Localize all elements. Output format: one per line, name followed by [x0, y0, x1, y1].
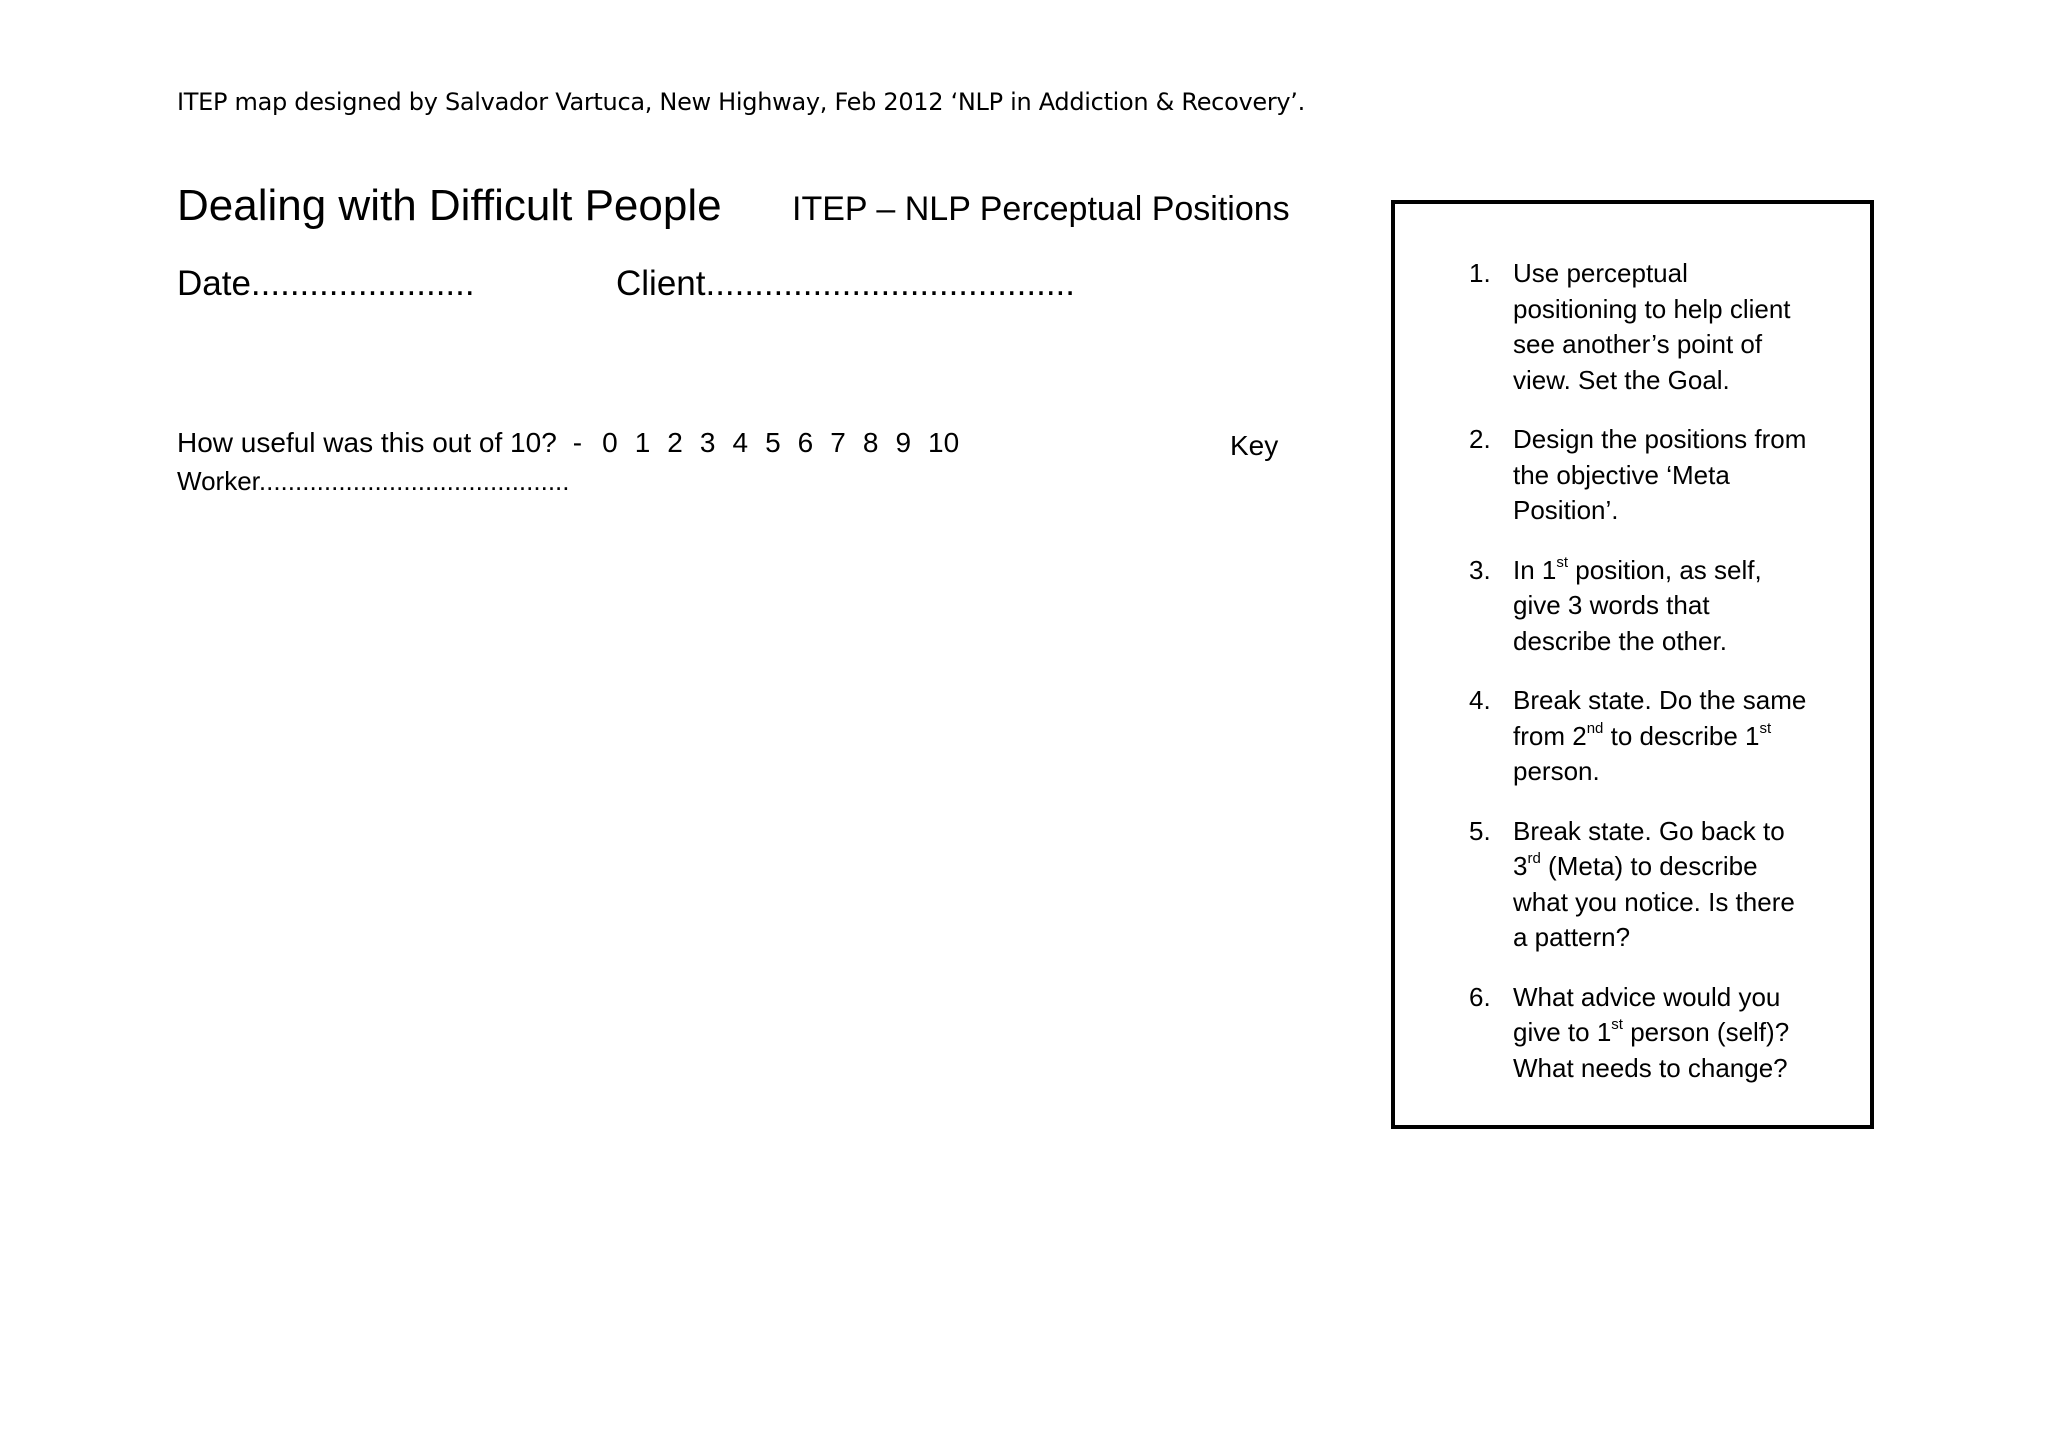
- step-number: 1.: [1469, 258, 1491, 288]
- steps-list: [1469, 256, 1809, 1110]
- step-text-part: Break state. Do the same from 2: [1513, 685, 1807, 751]
- rating-option: 1: [634, 427, 651, 458]
- rating-option: 9: [895, 427, 912, 458]
- rating-option: 2: [667, 427, 683, 458]
- step-text-part: What advice would you give to 1: [1513, 981, 1781, 1047]
- rating-question: How useful was this out of 10?: [177, 427, 557, 458]
- step-number: 3.: [1469, 554, 1491, 585]
- steps-box: [1391, 200, 1874, 1129]
- step-text: [1513, 683, 1809, 790]
- client-field: Client......................................: [616, 264, 1075, 303]
- step-text: [1513, 553, 1809, 660]
- step-text-part: position, as self, give 3 words that describe the other.: [1513, 554, 1762, 656]
- step-text: [1513, 256, 1809, 398]
- step-item: [1469, 683, 1809, 790]
- ordinal-suffix: rd: [1527, 850, 1541, 868]
- step-text-part: Break state. Go back to 3: [1513, 815, 1785, 881]
- rating-option: 3: [699, 427, 716, 458]
- worker-field: Worker...........................................: [177, 466, 570, 496]
- step-text-part: Use perceptual positioning to help client see another’s point of view. Set the Goal.: [1513, 258, 1791, 395]
- ordinal-suffix: st: [1556, 553, 1569, 571]
- date-field: Date.......................: [177, 264, 475, 303]
- step-text-part: (Meta) to describe what you notice. Is there a pattern?: [1513, 851, 1795, 952]
- step-number: 2.: [1469, 424, 1491, 454]
- ordinal-suffix: st: [1611, 1016, 1623, 1034]
- rating-option: 7: [830, 427, 846, 458]
- rating-option: 4: [732, 427, 749, 458]
- step-text-part: to describe 1: [1603, 720, 1760, 751]
- step-text: [1513, 980, 1809, 1087]
- step-text-part: In 1: [1513, 554, 1557, 585]
- rating-dash: -: [572, 427, 583, 458]
- rating-option: 10: [928, 427, 960, 458]
- step-item: [1469, 980, 1809, 1087]
- rating-option: 6: [797, 427, 814, 458]
- step-number: 4.: [1469, 685, 1491, 715]
- step-number: 6.: [1469, 981, 1491, 1012]
- page-title: Dealing with Difficult People: [177, 181, 722, 230]
- step-item: [1469, 553, 1809, 660]
- ordinal-suffix: st: [1759, 719, 1772, 737]
- ordinal-suffix: nd: [1586, 719, 1604, 737]
- credit-line: ITEP map designed by Salvador Vartuca, New Highway, Feb 2012 ‘NLP in Addiction & Recovery’.: [177, 88, 1305, 116]
- step-text-part: person.: [1513, 756, 1600, 786]
- page-subtitle: ITEP – NLP Perceptual Positions: [792, 190, 1290, 228]
- step-item: [1469, 814, 1809, 956]
- step-text-part: person (self)? What needs to change?: [1513, 1017, 1790, 1083]
- step-number: 5.: [1469, 815, 1491, 846]
- step-text: [1513, 814, 1809, 956]
- rating-option: 8: [862, 427, 879, 458]
- step-item: [1469, 256, 1809, 398]
- key-label: Key: [1230, 430, 1279, 461]
- step-item: [1469, 422, 1809, 529]
- usefulness-rating: [177, 427, 961, 459]
- rating-option: 0: [602, 427, 618, 458]
- rating-option: 5: [765, 427, 781, 458]
- step-text: [1513, 422, 1809, 529]
- step-text-part: Design the positions from the objective ‘Meta Position’.: [1513, 424, 1807, 525]
- rating-scale: [602, 427, 961, 459]
